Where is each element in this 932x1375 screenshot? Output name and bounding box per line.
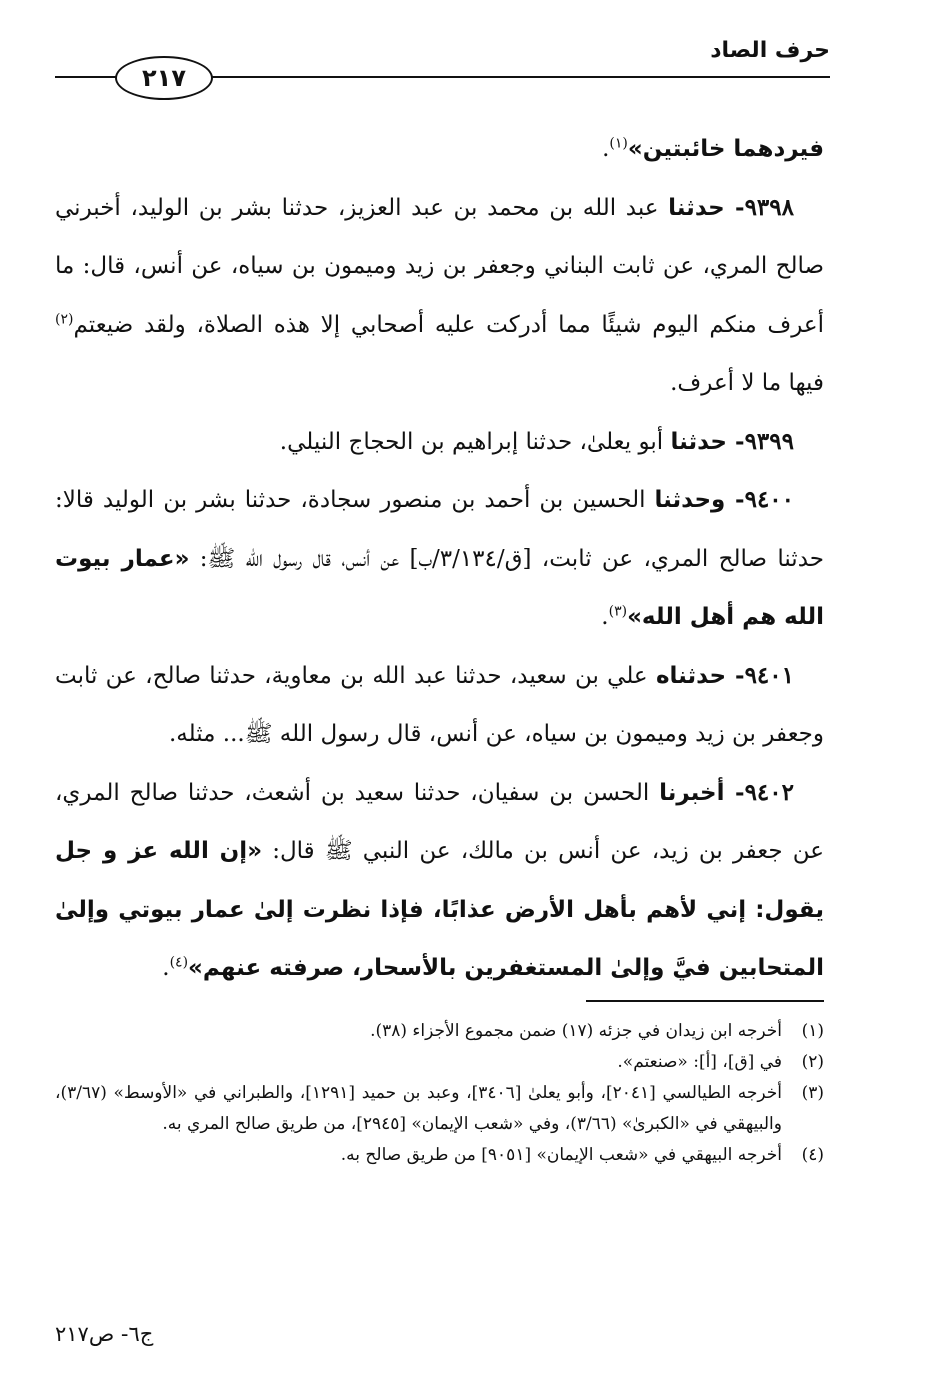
matn-text: «إن الله عز و جل يقول: إني لأهم بأهل الأرض عذابًا، فإذا نظرت إلىٰ عمار بيوتي وإلىٰ المتحابين فيَّ وإلىٰ المستغفرين بالأسحار، صرفته عنهم» [55, 838, 824, 981]
hadith-lead-word: وحدثنا [654, 487, 726, 513]
page-header [55, 36, 830, 106]
hadith-lead-word: حدثنا [668, 194, 725, 221]
footnote-separator [586, 1000, 824, 1002]
footnote-3 [55, 1078, 824, 1140]
page-number: ٢١٧ [115, 56, 213, 100]
hadith-text: أبو يعلىٰ، حدثنا إبراهيم بن الحجاج النيلي. [279, 428, 671, 455]
hadith-9400 [55, 471, 824, 647]
footnote-text: أخرجه الطيالسي [٢٠٤١]، وأبو يعلىٰ [٣٤٠٦]، وعبد بن حميد [١٢٩١]، والطبراني في «الأوسط» (٣/٦٧)، والبيهقي في «الكبرىٰ» (٣/٦٦)، وفي «شعب الإيمان» [٢٩٤٥]، من طريق صالح المري به. [55, 1083, 783, 1134]
paragraph-end: فيها ما لا أعرف. [670, 370, 824, 396]
chapter-title: حرف الصاد [710, 38, 830, 63]
footnote-text: في [ق]، [أ]: «صنعتم». [617, 1052, 782, 1072]
footnote-4 [55, 1140, 824, 1171]
footnote-ref: (٢) [55, 310, 74, 327]
hadith-number: ٩٣٩٨- [724, 193, 794, 221]
footnote-number: (١) [801, 1021, 824, 1041]
hadith-text: علي بن سعيد، حدثنا عبد الله بن معاوية، حدثنا صالح، عن ثابت وجعفر بن زيد وميمون بن سياه، عن أنس، قال رسول الله ﷺ... مثله. [55, 662, 824, 747]
hadith-9399 [55, 413, 824, 472]
paragraph-end: . [602, 136, 610, 162]
hadith-lead-word: حدثناه [655, 662, 727, 689]
hadith-9402 [55, 764, 824, 998]
main-text [55, 120, 824, 998]
paragraph-end: . [601, 604, 609, 630]
paragraph-continuation [55, 120, 824, 179]
matn-text: «عمار بيوت الله هم أهل الله» [55, 545, 824, 630]
footnote-number: (٤) [801, 1145, 824, 1165]
paragraph-end: . [162, 955, 170, 981]
footnote-ref: (٤) [169, 954, 189, 971]
footnote-number: (٢) [801, 1052, 824, 1072]
hadith-lead-word: أخبرنا [659, 779, 725, 806]
volume-page-reference: ج٦- ص٢١٧ [55, 1322, 154, 1346]
footnote-ref: (٣) [608, 603, 628, 620]
hadith-text: الحسين بن أحمد بن منصور سجادة، حدثنا بشر بن الوليد قالا: حدثنا صالح المري، عن ثابت، [ق/٣/١٣٤/ب] عن أنس، قال رسول الله ﷺ: [55, 487, 824, 572]
footnote-number: (٣) [801, 1083, 824, 1103]
footnote-ref: (١) [609, 135, 628, 152]
hadith-text: الحسن بن سفيان، حدثنا سعيد بن أشعث، حدثنا صالح المري، عن جعفر بن زيد، عن أنس بن مالك، عن النبي ﷺ قال: [55, 779, 824, 864]
hadith-number: ٩٤٠١- [726, 661, 794, 689]
hadith-9398 [55, 179, 824, 413]
footnote-2 [55, 1047, 824, 1078]
hadith-text: عبد الله بن محمد بن عبد العزيز، حدثنا بشر بن الوليد، أخبرني صالح المري، عن ثابت البناني وجعفر بن زيد وميمون بن سياه، عن أنس، قال: ما أعرف منكم اليوم شيئًا مما أدركت عليه أصحابي إلا هذه الصلاة، ولقد ضيعتم [55, 194, 824, 338]
footnote-1 [55, 1016, 824, 1047]
hadith-lead-word: حدثنا [670, 428, 728, 455]
hadith-number: ٩٣٩٩- [727, 427, 794, 455]
hadith-number: ٩٤٠٢- [724, 778, 794, 806]
footnote-text: أخرجه ابن زيدان في جزئه (١٧) ضمن مجموع الأجزاء (٣٨). [370, 1021, 782, 1041]
matn-text: فيردهما خائبتين» [627, 136, 824, 162]
footnotes [55, 1016, 824, 1171]
hadith-number: ٩٤٠٠- [725, 486, 795, 513]
hadith-9401 [55, 647, 824, 764]
footnote-text: أخرجه البيهقي في «شعب الإيمان» [٩٠٥١] من طريق صالح به. [340, 1145, 782, 1165]
